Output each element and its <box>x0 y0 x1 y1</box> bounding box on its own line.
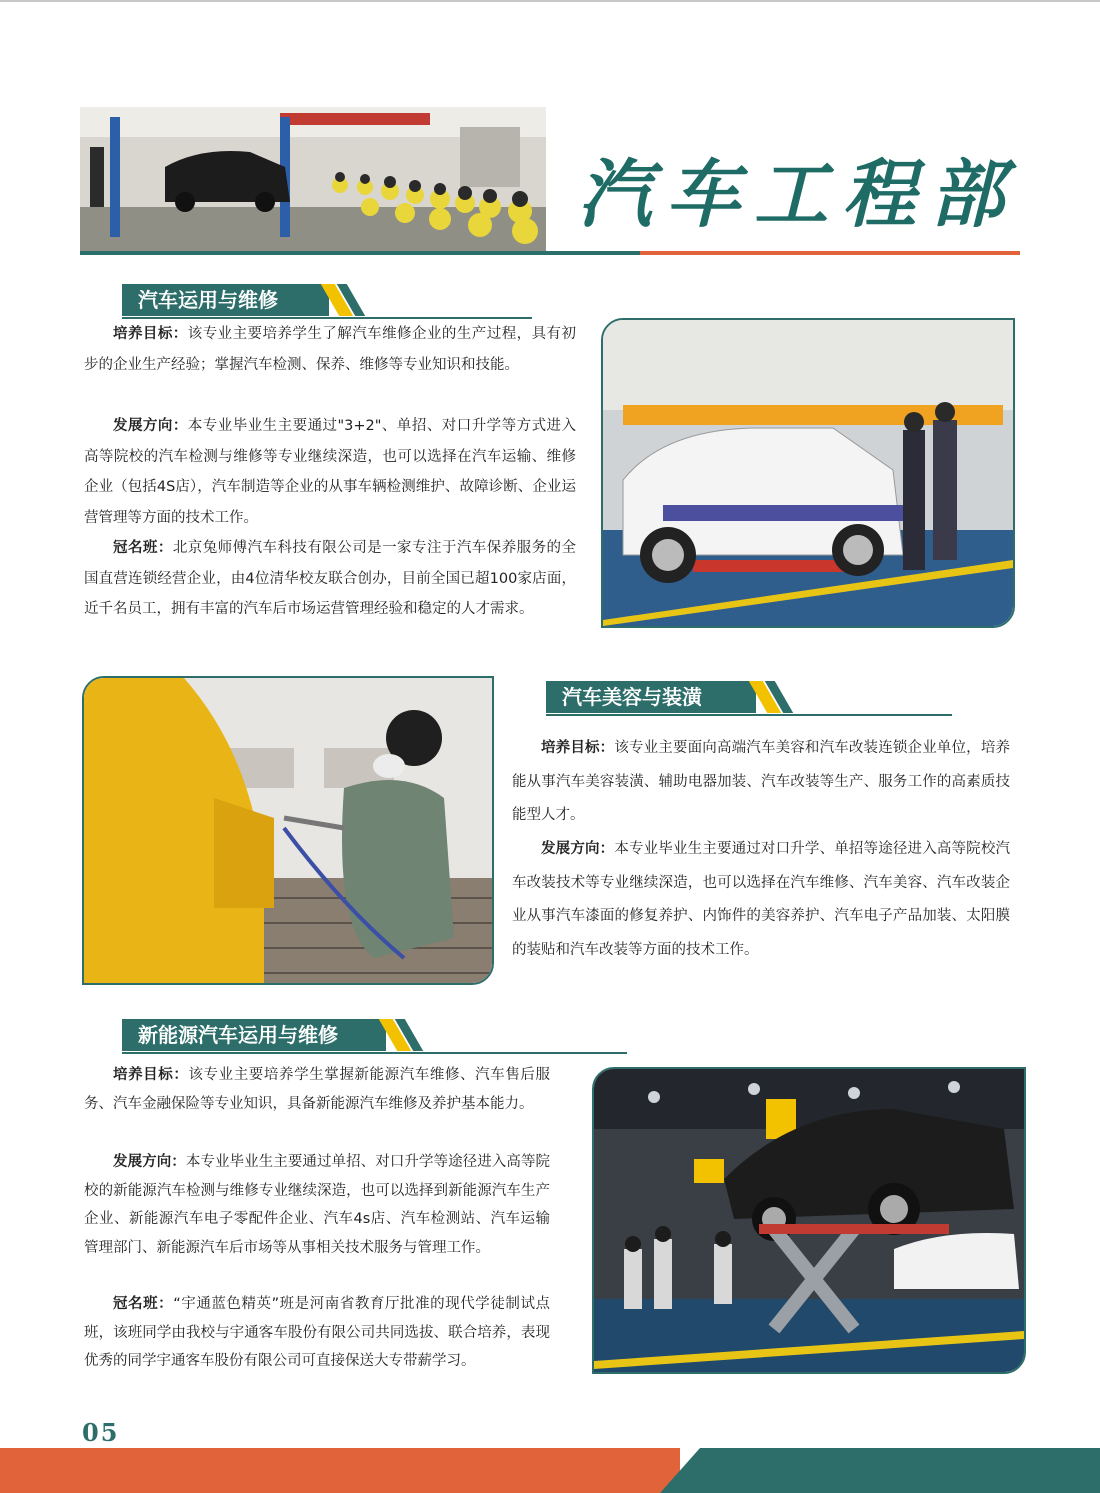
footer-bar-teal <box>660 1448 1100 1493</box>
section-heading-auto-beauty <box>546 681 952 715</box>
paragraph-training-goal: 培养目标：该专业主要培养学生掌握新能源汽车维修、汽车售后服务、汽车金融保险等专业知识，具备新能源汽车维修及养护基本能力。 <box>84 1067 551 1112</box>
page-number: 05 <box>82 1418 120 1447</box>
spray-painting-photo <box>82 676 494 985</box>
paragraph-named-class: 冠名班：“宇通蓝色精英”班是河南省教育厅批准的现代学徒制试点班，该班同学由我校与宇通客车股份有限公司共同选拔、联合培养，表现优秀的同学宇通客车股份有限公司可直接保送大专带薪学习。 <box>84 1296 550 1370</box>
section-title: 汽车运用与维修 <box>122 284 329 316</box>
workshop-white-car-photo <box>601 318 1015 628</box>
header-rule-orange <box>640 251 1020 255</box>
header-classroom-photo <box>80 107 546 252</box>
section-heading-new-energy <box>122 1019 627 1053</box>
top-rule <box>0 0 1100 2</box>
footer-bar-orange <box>0 1448 680 1493</box>
department-title: 汽车工程部 <box>578 152 1018 238</box>
paragraph-named-class: 冠名班：北京兔师傅汽车科技有限公司是一家专注于汽车保养服务的全国直营连锁经营企业，由4位清华校友联合创办，目前全国已超100家店面，近千名员工，拥有丰富的汽车后市场运营管理经验和稳定的人才需求。 <box>84 540 577 617</box>
paragraph-development: 发展方向：本专业毕业生主要通过对口升学、单招等途径进入高等院校汽车改装技术等专业继续深造，也可以选择在汽车维修、汽车美容、汽车改装企业从事汽车漆面的修复养护、内饰件的美容养护、汽车电子产品加装、太阳膜的装贴和汽车改装等方面的技术工作。 <box>512 841 1011 958</box>
section-title: 新能源汽车运用与维修 <box>122 1019 386 1051</box>
section-title: 汽车美容与装潢 <box>546 681 756 713</box>
heading-underline <box>122 1052 627 1054</box>
paragraph-development: 发展方向：本专业毕业生主要通过"3+2"、单招、对口升学等方式进入高等院校的汽车检测与维修等专业继续深造，也可以选择在汽车运输、维修企业（包括4S店），汽车制造等企业的从事车辆检测维护、故障诊断、企业运营管理等方面的技术工作。 <box>84 418 577 526</box>
paragraph-training-goal: 培养目标：该专业主要培养学生了解汽车维修企业的生产过程，具有初步的企业生产经验；掌握汽车检测、保养、维修等专业知识和技能。 <box>84 326 576 373</box>
paragraph-training-goal: 培养目标：该专业主要面向高端汽车美容和汽车改装连锁企业单位，培养能从事汽车美容装潢、辅助电器加装、汽车改装等生产、服务工作的高素质技能型人才。 <box>512 740 1011 823</box>
section-heading-auto-repair <box>122 284 532 318</box>
paragraph-development: 发展方向：本专业毕业生主要通过单招、对口升学等途径进入高等院校的新能源汽车检测与维修专业继续深造，也可以选择到新能源汽车生产企业、新能源汽车电子零配件企业、汽车4s店、汽车检测站、汽车运输管理部门、新能源汽车后市场等从事相关技术服务与管理工作。 <box>84 1154 551 1257</box>
heading-underline <box>546 714 952 716</box>
header-rule-teal <box>80 251 640 255</box>
car-lift-photo <box>592 1067 1026 1374</box>
